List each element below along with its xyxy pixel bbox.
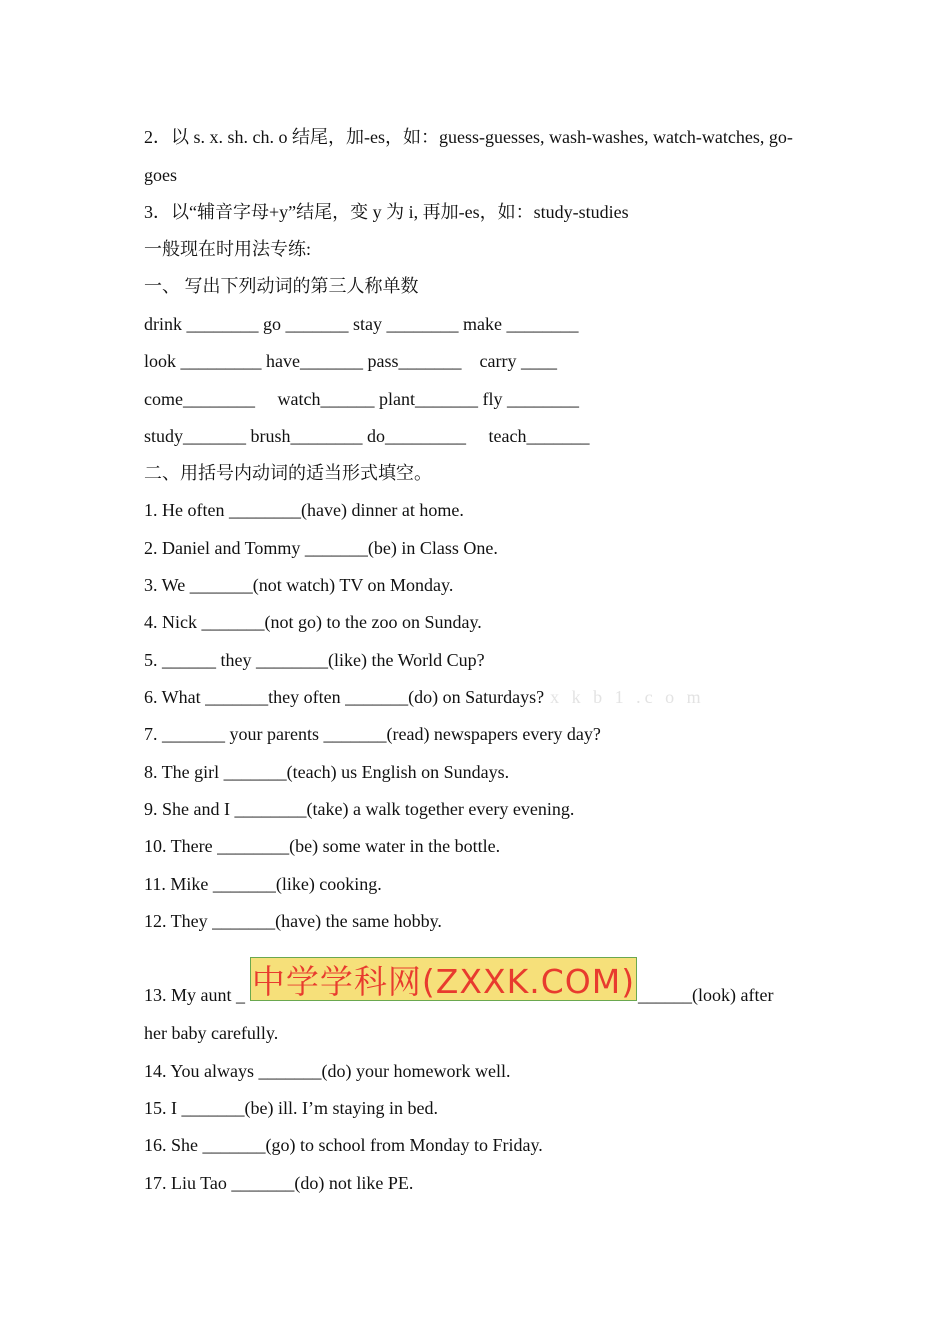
question-9: 9. She and I ________(take) a walk together every evening. [144, 799, 575, 819]
verb-row-2: look _________ have_______ pass_______ carry ____ [144, 351, 557, 371]
question-6-row [144, 686, 705, 708]
question-1: 1. He often ________(have) dinner at home. [144, 500, 464, 520]
watermark-text: x k b 1 .c o m [550, 687, 705, 707]
question-13-end: ______(look) after [638, 985, 774, 1005]
question-14: 14. You always _______(do) your homework well. [144, 1061, 511, 1081]
question-13-line-2: her baby carefully. [144, 1023, 279, 1043]
question-5: 5. ______ they ________(like) the World Cup? [144, 650, 485, 670]
section-1-heading: 一、 写出下列动词的第三人称单数 [144, 276, 419, 296]
question-6: 6. What _______they often _______(do) on Saturdays? [144, 687, 545, 707]
zxxk-banner[interactable]: 中学学科网(ZXXK.COM) [250, 957, 637, 1001]
question-8: 8. The girl _______(teach) us English on Sundays. [144, 762, 510, 782]
rule-3: 3．以“辅音字母+y”结尾，变 y 为 i, 再加-es，如：study-studies [144, 202, 629, 222]
verb-row-1: drink ________ go _______ stay ________ make ________ [144, 314, 579, 334]
section-2-heading: 二、用括号内动词的适当形式填空。 [144, 463, 432, 483]
verb-row-3: come________ watch______ plant_______ fly ________ [144, 389, 579, 409]
question-7: 7. _______ your parents _______(read) newspapers every day? [144, 724, 601, 744]
rule-2-line-2: goes [144, 165, 177, 185]
question-11: 11. Mike _______(like) cooking. [144, 874, 382, 894]
question-4: 4. Nick _______(not go) to the zoo on Sunday. [144, 612, 482, 632]
rule-2-line-1: 2．以 s. x. sh. ch. o 结尾，加-es，如：guess-guesses, wash-washes, watch-watches, go- [144, 127, 793, 147]
practice-title: 一般现在时用法专练: [144, 239, 312, 259]
question-15: 15. I _______(be) ill. I’m staying in bed. [144, 1098, 438, 1118]
question-16: 16. She _______(go) to school from Monday to Friday. [144, 1135, 543, 1155]
question-12: 12. They _______(have) the same hobby. [144, 911, 442, 931]
question-10: 10. There ________(be) some water in the bottle. [144, 836, 501, 856]
question-2: 2. Daniel and Tommy _______(be) in Class One. [144, 538, 498, 558]
verb-row-4: study_______ brush________ do_________ teach_______ [144, 426, 590, 446]
question-3: 3. We _______(not watch) TV on Monday. [144, 575, 454, 595]
question-13-start: 13. My aunt _ [144, 985, 245, 1005]
question-17: 17. Liu Tao _______(do) not like PE. [144, 1173, 414, 1193]
